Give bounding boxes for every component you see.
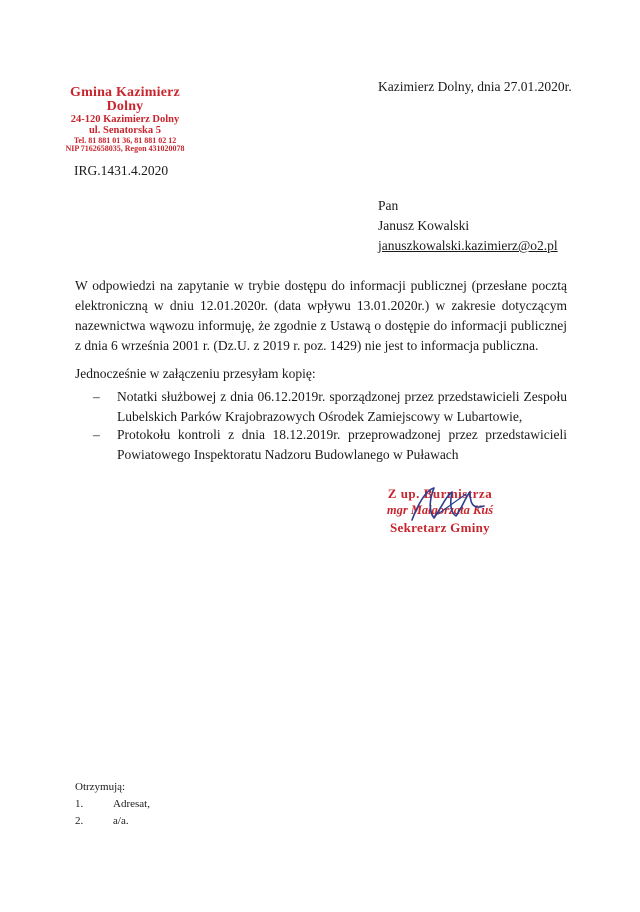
attachment-line: Powiatowego Inspektoratu Nadzoru Budowlanego w Puławach [117, 447, 459, 462]
receivers-list [75, 779, 150, 830]
signature-name: mgr Małgorzata Kuś [386, 503, 494, 517]
stamp-address-line1: 24-120 Kazimierz Dolny [70, 114, 180, 125]
list-text: a/a. [113, 815, 129, 827]
list-number: 2. [75, 815, 84, 827]
recipient-email[interactable]: januszkowalski.kazimierz@o2.pl [378, 238, 558, 253]
municipality-stamp [52, 86, 198, 153]
signature-title: Sekretarz Gminy [390, 520, 490, 535]
reference-number: IRG.1431.4.2020 [74, 163, 169, 178]
stamp-address-line2: ul. Senatorska 5 [88, 124, 162, 136]
recipient-block [378, 196, 558, 256]
attachment-line: Notatki służbowej z dnia 06.12.2019r. sporządzonej przez przedstawicieli Zespołu [117, 389, 567, 404]
list-dash: – [93, 427, 100, 442]
attachment-item [75, 425, 567, 465]
attachment-item [75, 387, 567, 427]
list-text: Adresat, [113, 798, 150, 810]
attachments-intro: Jednocześnie w załączeniu przesyłam kopię: [75, 366, 316, 381]
attachment-line: Protokołu kontroli z dnia 18.12.2019r. przeprowadzonej przez przedstawicieli [117, 427, 567, 442]
recipient-name: Janusz Kowalski [378, 218, 470, 233]
list-item [75, 796, 150, 813]
stamp-ids: NIP 7162658035, Regon 431020078 [65, 144, 185, 153]
stamp-name: Gmina Kazimierz Dolny [70, 85, 180, 114]
recipient-salutation: Pan [378, 198, 399, 213]
list-dash: – [93, 389, 100, 404]
date-line: Kazimierz Dolny, dnia 27.01.2020r. [378, 79, 572, 94]
signature-authority: Z up. Burmistrza [387, 486, 493, 501]
attachment-line: Lubelskich Parków Krajobrazowych Ośrodek Zamiejscowy w Lubartowie, [117, 409, 523, 424]
handwritten-signature-icon [404, 484, 494, 528]
list-number: 1. [75, 798, 84, 810]
stamp-phone: Tel. 81 881 01 36, 81 881 02 12 [73, 136, 177, 145]
receivers-title: Otrzymują: [75, 781, 126, 793]
list-item [75, 813, 150, 830]
body-paragraph: W odpowiedzi na zapytanie w trybie dostępu do informacji publicznej (przesłane pocztą elektroniczną w dniu 12.01.2020r. (data wpływu 13.01.2020r.) w zakresie dotyczącym nazewnictwa wąwozu informuję, że zgodnie z Ustawą o dostępie do informacji publicznej z dnia 6 września 2001 r. (Dz.U. z 2019 r. poz. 1429) nie jest to informacja publiczna. [75, 278, 567, 353]
